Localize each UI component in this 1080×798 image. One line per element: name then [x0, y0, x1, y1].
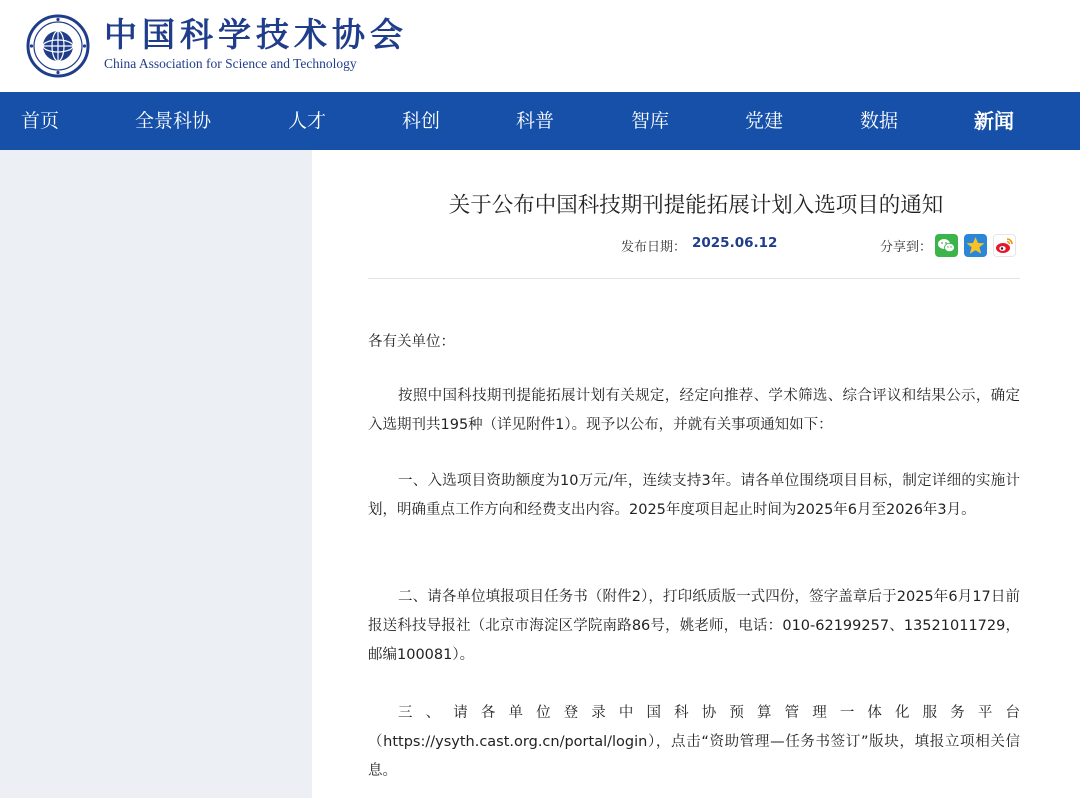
nav-item-data[interactable]: 数据 — [860, 110, 899, 132]
nav-item-party[interactable]: 党建 — [745, 110, 784, 132]
nav-item-home[interactable]: 首页 — [21, 110, 60, 132]
nav-item-overview[interactable]: 全景科协 — [135, 110, 212, 132]
article-panel — [312, 150, 1080, 798]
logo-chinese-name[interactable]: 中国科学技术协会 — [104, 15, 408, 54]
article-title: 关于公布中国科技期刊提能拓展计划入选项目的通知 — [448, 193, 944, 218]
wechat-icon[interactable] — [935, 234, 958, 257]
paragraph-intro: 按照中国科技期刊提能拓展计划有关规定，经定向推荐、学术筛选、综合评议和结果公示，确定入选期刊共195种（详见附件1）。现予以公布，并就有关事项通知如下： — [368, 388, 1020, 433]
nav-item-news[interactable]: 新闻 — [974, 109, 1014, 133]
left-sidebar — [0, 150, 312, 798]
site-header — [0, 0, 1080, 92]
main-nav — [0, 92, 1080, 150]
publish-date: 2025.06.12 — [692, 235, 778, 251]
nav-item-think-tank[interactable]: 智库 — [631, 110, 670, 132]
nav-item-innovation[interactable]: 科创 — [402, 110, 441, 132]
cast-emblem-icon[interactable] — [26, 14, 90, 78]
title-divider — [368, 278, 1020, 279]
share-label: 分享到： — [880, 240, 933, 255]
weibo-icon[interactable] — [993, 234, 1016, 257]
qzone-icon[interactable] — [964, 234, 987, 257]
paragraph-item-3: 三、请各单位登录中国科协预算管理一体化服务平台（https://ysyth.cast.org.cn/portal/login），点击“资助管理—任务书签订”版块，填报立项相关信息。 — [368, 705, 1020, 779]
salutation: 各有关单位： — [368, 334, 455, 350]
paragraph-item-2: 二、请各单位填报项目任务书（附件2），打印纸质版一式四份，签字盖章后于2025年6月17日前报送科技导报社（北京市海淀区学院南路86号，姚老师，电话：010-62199257、13521011729，邮编100081）。 — [368, 589, 1020, 663]
logo-english-name[interactable]: China Association for Science and Technology — [104, 56, 357, 71]
publish-date-label: 发布日期： — [621, 240, 687, 255]
nav-item-popular-science[interactable]: 科普 — [516, 110, 555, 132]
nav-item-talent[interactable]: 人才 — [288, 110, 327, 132]
paragraph-item-1: 一、入选项目资助额度为10万元/年，连续支持3年。请各单位围绕项目目标，制定详细的实施计划，明确重点工作方向和经费支出内容。2025年度项目起止时间为2025年6月至2026年3月。 — [368, 473, 1020, 518]
